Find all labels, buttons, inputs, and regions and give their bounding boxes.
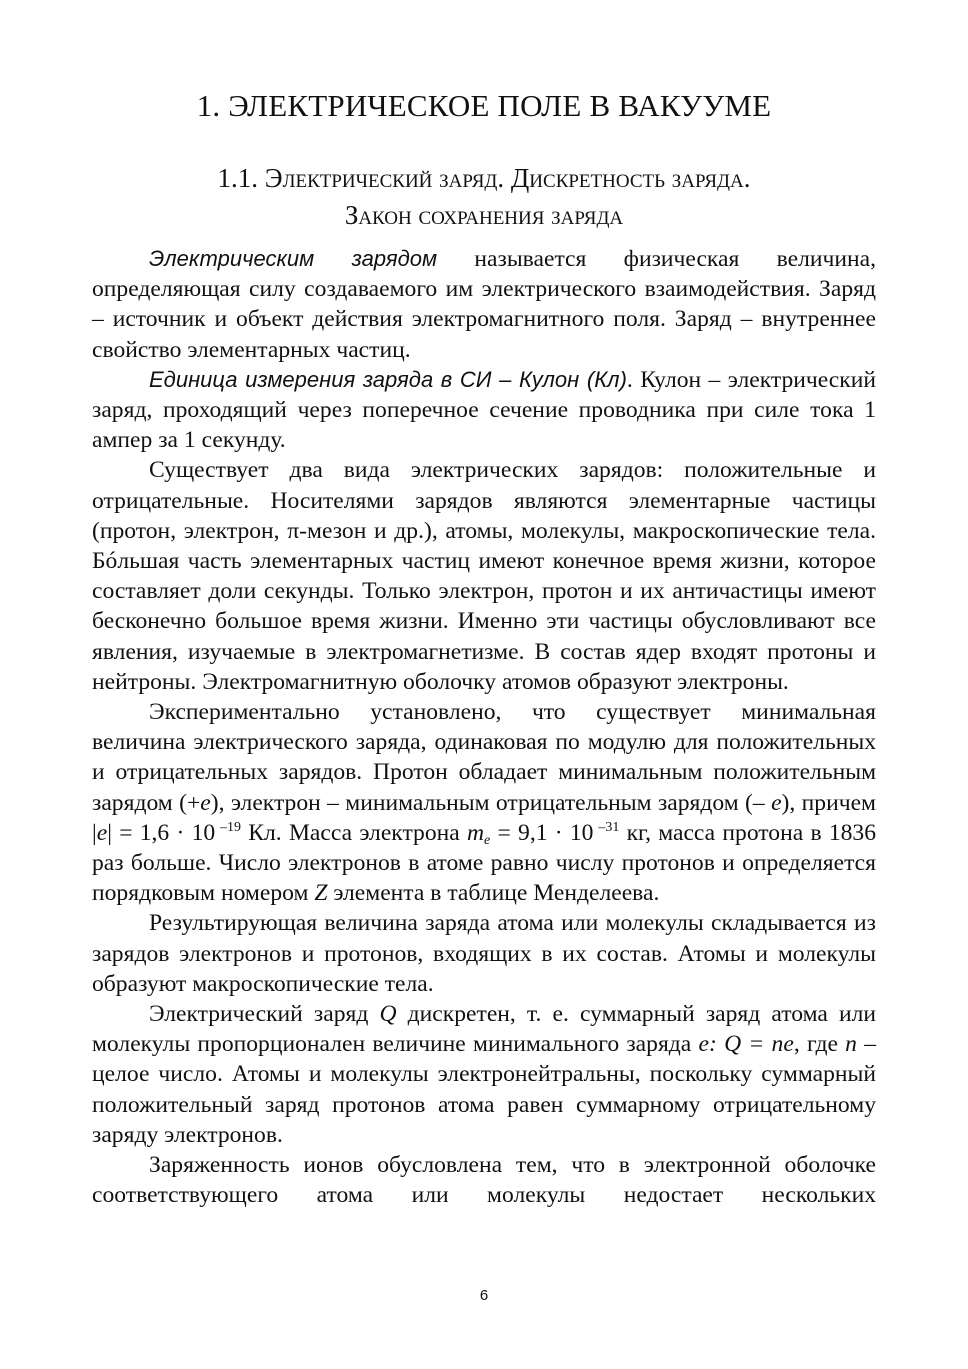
paragraph-discreteness: Электрический заряд Q дискретен, т. е. суммарный заряд атома или молекулы пропорционален величине минимального заряда e: Q = ne, где n – целое число. Атомы и молекулы электронейтральны, поскольку суммарный положительный заряд протонов атома равен суммарному отрицательному заряду электронов. [92, 1001, 877, 1148]
term-electric-charge: Электрическим зарядом [149, 246, 438, 271]
section-title-line-1: 1.1. Электрический заряд. Дискретность заряда. [217, 163, 751, 193]
paragraph-ions: Заряженность ионов обусловлена тем, что в электронной оболочке соответствующего атома или молекулы недостает нескольких [92, 1152, 876, 1209]
section-title [100, 160, 868, 234]
chapter-title: 1. ЭЛЕКТРИЧЕСКОЕ ПОЛЕ В ВАКУУМЕ [196, 88, 772, 123]
paragraph-definition: Электрическим зарядом называется физическая величина, определяющая силу создаваемого им электрического взаимодействия. Заряд – источник и объект действия электромагнитного поля. Заряд – внутреннее свойство элементарных частиц. [92, 246, 876, 363]
term-si-unit: Единица измерения заряда в СИ – Кулон (Кл) [149, 366, 627, 392]
paragraph-unit: Единица измерения заряда в СИ – Кулон (Кл). Кулон – электрический заряд, проходящий через поперечное сечение проводника при силе тока 1 ампер за 1 секунду. [92, 366, 876, 454]
paragraph-resulting-charge: Результирующая величина заряда атома или молекулы складывается из зарядов электронов и протонов, входящих в их состав. Атомы и молекулы образуют макроскопические тела. [92, 910, 876, 997]
paragraph-charge-types: Существует два вида электрических зарядов: положительные и отрицательные. Носителями зарядов являются элементарные частицы (протон, электрон, π-мезон и др.), атомы, молекулы, макроскопические тела. Бóльшая часть элементарных частиц имеют конечное время жизни, которое составляет доли секунды. Только электрон, протон и их античастицы имеют бесконечно большое время жизни. Именно эти частицы обусловливают все явления, изучаемые в электромагнетизме. В состав ядер входят протоны и нейтроны. Электромагнитную оболочку атомов образуют электроны. [92, 457, 876, 695]
body-text [92, 244, 876, 1211]
page-number: 6 [479, 1287, 489, 1304]
paragraph-minimal-charge: Экспериментально установлено, что существует минимальная величина электрического заряда, одинаковая по модулю для положительных и отрицательных зарядов. Протон обладает минимальным положительным зарядом (+e), электрон – минимальным отрицательным зарядом (– e), причем |e| = 1,6 · 10 $^{-19}$ Кл. Масса электрона $m_e = 9,1 \cdot 10$ $^{-31}$ кг, масса протона в 1836 раз больше. Число электронов в атоме равно числу протонов и определяется порядковым номером Z элемента в таблице Менделеева. [92, 699, 877, 907]
section-title-line-2: Закон сохранения заряда [344, 200, 624, 230]
